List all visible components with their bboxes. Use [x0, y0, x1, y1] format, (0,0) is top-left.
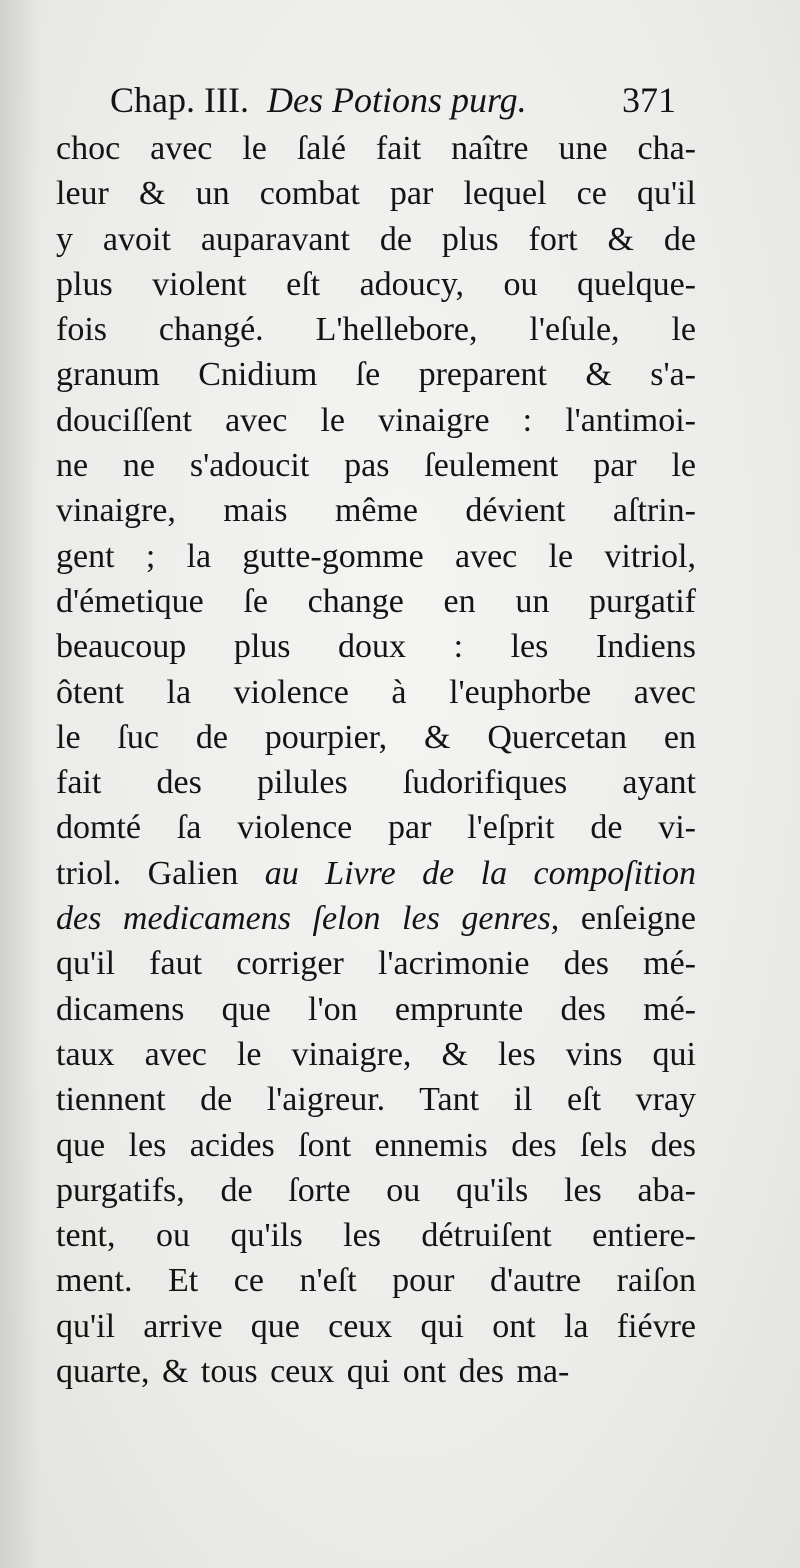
text-run: enſeigne	[580, 900, 696, 938]
italic-run: au Livre de la compoſition	[264, 854, 696, 892]
text-line: purgatifs, de ſorte ou qu'ils les aba-	[56, 1171, 696, 1209]
text-line: ment. Et ce n'eſt pour d'autre raiſon	[56, 1262, 696, 1300]
italic-run: des medicamens ſelon les genres,	[56, 900, 560, 938]
text-line: granum Cnidium ſe preparent & s'a-	[56, 356, 696, 394]
text-line: tent, ou qu'ils les détruiſent entiere-	[56, 1217, 696, 1255]
text-line-mixed	[56, 896, 696, 941]
body-text	[56, 126, 696, 1394]
text-line: gent ; la gutte-gomme avec le vitriol,	[56, 537, 696, 575]
text-line: ne ne s'adoucit pas ſeulement par le	[56, 447, 696, 485]
page-header	[110, 76, 710, 124]
page-number: 371	[622, 80, 676, 120]
text-line: tiennent de l'aigreur. Tant il eſt vray	[56, 1081, 696, 1119]
text-run: triol. Galien	[56, 854, 239, 892]
running-head	[110, 76, 527, 125]
text-line: qu'il arrive que ceux qui ont la fiévre	[56, 1307, 696, 1345]
text-line: quarte, & tous ceux qui ont des ma-	[56, 1353, 570, 1391]
text-line: le ſuc de pourpier, & Quercetan en	[56, 718, 696, 756]
text-line: douciſſent avec le vinaigre : l'antimoi-	[56, 401, 696, 439]
text-line: vinaigre, mais même dévient aſtrin-	[56, 492, 696, 530]
text-line: fois changé. L'hellebore, l'eſule, le	[56, 311, 696, 349]
gutter-shadow	[0, 0, 40, 1568]
text-line: qu'il faut corriger l'acrimonie des mé-	[56, 945, 696, 983]
text-line: dicamens que l'on emprunte des mé-	[56, 990, 696, 1028]
text-line-mixed	[56, 851, 696, 896]
text-line: beaucoup plus doux : les Indiens	[56, 628, 696, 666]
text-line: fait des pilules ſudorifiques ayant	[56, 764, 696, 802]
text-line: domté ſa violence par l'eſprit de vi-	[56, 809, 696, 847]
text-line: y avoit auparavant de plus fort & de	[56, 220, 696, 258]
chapter-title: Des Potions purg.	[266, 80, 527, 120]
text-line: ôtent la violence à l'euphorbe avec	[56, 673, 696, 711]
text-line: plus violent eſt adoucy, ou quelque-	[56, 265, 696, 303]
text-line: taux avec le vinaigre, & les vins qui	[56, 1035, 696, 1073]
text-line: choc avec le ſalé fait naître une cha-	[56, 130, 696, 167]
chapter-label: Chap. III.	[110, 80, 249, 120]
text-line: leur & un combat par lequel ce qu'il	[56, 175, 696, 213]
text-line: que les acides ſont ennemis des ſels des	[56, 1126, 696, 1164]
text-line: d'émetique ſe change en un purgatif	[56, 582, 696, 620]
